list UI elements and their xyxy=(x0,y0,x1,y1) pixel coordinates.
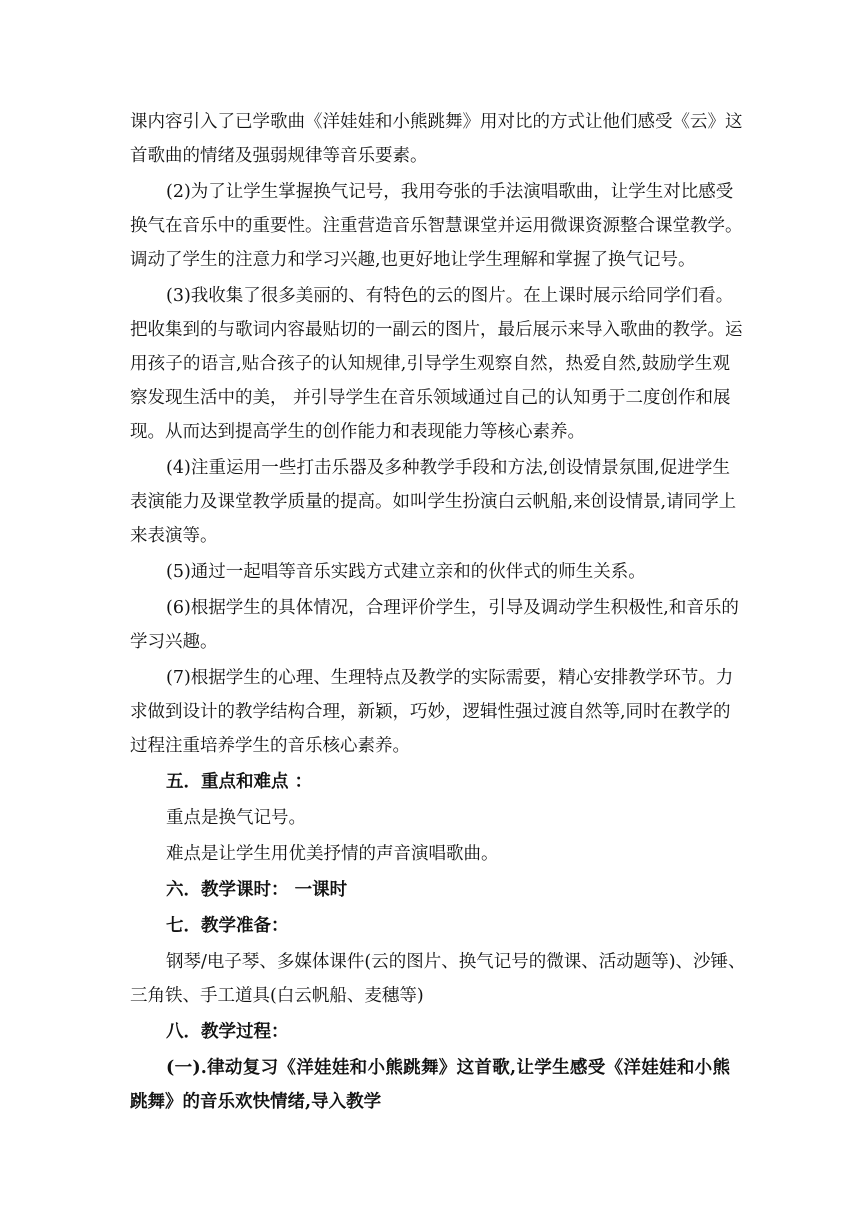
paragraph-line: 求做到设计的教学结构合理，新颖，巧妙，逻辑性强过渡自然等,同时在教学的 xyxy=(130,702,731,722)
paragraph-line: 表演能力及课堂教学质量的提高。如叫学生扮演白云帆船,来创设情景,请同学上 xyxy=(130,492,737,512)
paragraph-line: 现。从而达到提高学生的创作能力和表现能力等核心素养。 xyxy=(130,422,585,442)
paragraph-line: 察发现生活中的美， 并引导学生在音乐领域通过自己的认知勇于二度创作和展 xyxy=(130,388,731,408)
paragraph-line: 来表演等。 xyxy=(130,526,218,546)
paragraph-line: (5)通过一起唱等音乐实践方式建立亲和的伙伴式的师生关系。 xyxy=(166,562,646,582)
section-heading: 五．重点和难点 ： xyxy=(166,772,313,792)
section-heading: 八．教学过程： xyxy=(166,1022,289,1042)
paragraph-line: (4)注重运用一些打击乐器及多种教学手段和方法,创设情景氛围,促进学生 xyxy=(166,458,730,478)
section-heading: 六．教学课时： 一课时 xyxy=(166,880,348,900)
paragraph-line: 用孩子的语言,贴合孩子的认知规律,引导学生观察自然，热爱自然,鼓励学生观 xyxy=(130,354,730,374)
paragraph-line: (7)根据学生的心理、生理特点及教学的实际需要，精心安排教学环节。力 xyxy=(166,668,734,688)
paragraph-line: 重点是换气记号。 xyxy=(166,808,306,828)
paragraph-line: 首歌曲的情绪及强弱规律等音乐要素。 xyxy=(130,146,428,166)
paragraph-line: (6)根据学生的具体情况，合理评价学生，引导及调动学生积极性,和音乐的 xyxy=(166,598,739,618)
paragraph-line: 调动了学生的注意力和学习兴趣,也更好地让学生理解和掌握了换气记号。 xyxy=(130,250,696,270)
paragraph-line: 钢琴/电子琴、多媒体课件(云的图片、换气记号的微课、活动题等)、沙锤、 xyxy=(166,952,746,972)
paragraph-line: 过程注重培养学生的音乐核心素养。 xyxy=(130,736,410,756)
paragraph-line: 难点是让学生用优美抒情的声音演唱歌曲。 xyxy=(166,844,499,864)
section-heading: 七．教学准备： xyxy=(166,916,289,936)
paragraph-line: 课内容引入了已学歌曲《洋娃娃和小熊跳舞》用对比的方式让他们感受《云》这 xyxy=(130,112,743,132)
subsection-heading: 跳舞》的音乐欢快情绪,导入教学 xyxy=(130,1092,382,1112)
subsection-heading: (一).律动复习《洋娃娃和小熊跳舞》这首歌,让学生感受《洋娃娃和小熊 xyxy=(166,1058,730,1078)
paragraph-line: 换气在音乐中的重要性。注重营造音乐智慧课堂并运用微课资源整合课堂教学。 xyxy=(130,216,743,236)
paragraph-line: 学习兴趣。 xyxy=(130,632,218,652)
paragraph-line: 三角铁、手工道具(白云帆船、麦穗等) xyxy=(130,986,424,1006)
paragraph-line: (2)为了让学生掌握换气记号，我用夸张的手法演唱歌曲，让学生对比感受 xyxy=(166,182,734,202)
paragraph-line: 把收集到的与歌词内容最贴切的一副云的图片，最后展示来导入歌曲的教学。运 xyxy=(130,320,743,340)
paragraph-line: (3)我收集了很多美丽的、有特色的云的图片。在上课时展示给同学们看。 xyxy=(166,286,734,306)
